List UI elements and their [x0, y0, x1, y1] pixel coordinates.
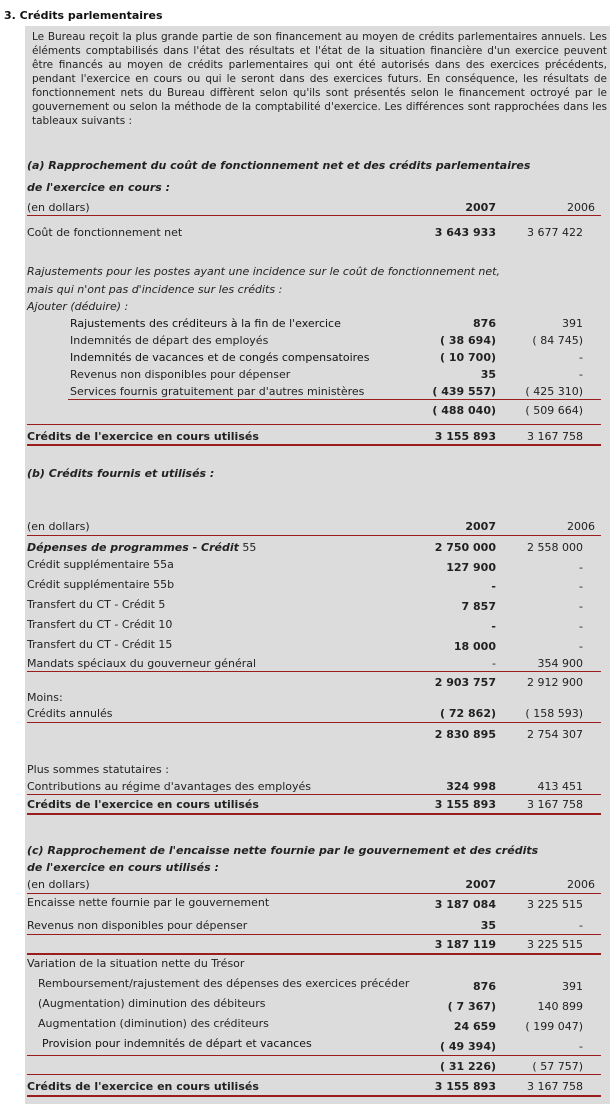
divider	[27, 535, 601, 536]
subtotal-2007: ( 31 226)	[440, 1060, 496, 1073]
encaisse-2006: 3 225 515	[527, 898, 583, 911]
table-row-2006: 391	[562, 980, 583, 993]
table-row-label: Mandats spéciaux du gouverneur général	[27, 657, 257, 670]
divider	[68, 399, 601, 400]
section-c-heading-2: de l'exercice en cours utilisés :	[27, 861, 219, 874]
table-row-2007: -	[492, 657, 496, 670]
divider	[27, 813, 601, 815]
table-row-2006: -	[579, 580, 583, 593]
divider	[27, 1074, 601, 1075]
table-row-2007: 35	[480, 368, 496, 381]
depenses-2007: 2 750 000	[434, 541, 496, 554]
total-label: Crédits de l'exercice en cours utilisés	[27, 798, 259, 811]
subtotal-2006: ( 57 757)	[532, 1060, 583, 1073]
cout-2007: 3 643 933	[434, 226, 496, 239]
table-row-label: Indemnités de vacances et de congés compensatoires	[70, 351, 370, 364]
divider	[27, 671, 601, 672]
total-2007: 3 155 893	[434, 798, 496, 811]
table-row-2006: ( 84 745)	[532, 334, 583, 347]
subtotal-2006: 3 225 515	[527, 938, 583, 951]
table-row-2007: 876	[473, 980, 496, 993]
table-row-label: Crédit supplémentaire 55b	[27, 578, 175, 591]
depenses-credit-number: 55	[242, 541, 257, 554]
contrib-label: Contributions au régime d'avantages des employés	[27, 780, 312, 793]
section-a-heading-2: de l'exercice en cours :	[27, 181, 171, 194]
table-row-2006: ( 199 047)	[525, 1020, 583, 1033]
year-2006-header: 2006	[567, 878, 595, 891]
total-2007: 3 155 893	[434, 1080, 496, 1093]
divider	[27, 1055, 601, 1056]
year-2006-header: 2006	[567, 520, 595, 533]
divider	[27, 794, 601, 795]
divider	[27, 893, 601, 894]
table-row-label: Rajustements des créditeurs à la fin de l'exercice	[70, 317, 341, 330]
table-row-label: Revenus non disponibles pour dépenser	[70, 368, 291, 381]
table-row-2007: -	[491, 580, 496, 593]
cout-label: Coût de fonctionnement net	[27, 226, 183, 239]
table-row-label: Services fournis gratuitement par d'autres ministères	[70, 385, 365, 398]
table-row-2006: 354 900	[537, 657, 583, 670]
divider	[27, 424, 601, 425]
annules-2007: ( 72 862)	[440, 707, 496, 720]
table-row-2006: ( 425 310)	[525, 385, 583, 398]
contrib-2007: 324 998	[446, 780, 496, 793]
subtotal-2006: 2 912 900	[527, 676, 583, 689]
divider	[27, 1095, 601, 1097]
table-row-2006: -	[579, 600, 583, 613]
table-row-label: Provision pour indemnités de départ et vacances	[42, 1037, 312, 1050]
table-row-label: Crédit supplémentaire 55a	[27, 558, 174, 571]
table-row-2006: -	[579, 620, 583, 633]
year-2007-header: 2007	[465, 201, 496, 214]
table-row-2006: -	[579, 368, 583, 381]
divider	[27, 934, 601, 935]
section-c-heading: (c) Rapprochement de l'encaisse nette fournie par le gouvernement et des crédits	[27, 844, 539, 857]
total-2006: 3 167 758	[527, 1080, 583, 1093]
encaisse-2007: 3 187 084	[434, 898, 496, 911]
section-b-heading: (b) Crédits fournis et utilisés :	[27, 467, 215, 480]
table-row-2007: ( 38 694)	[440, 334, 496, 347]
depenses-row	[27, 541, 256, 554]
moins-label: Moins:	[27, 691, 63, 704]
table-row-label: Augmentation (diminution) des créditeurs	[38, 1017, 269, 1030]
depenses-label: Dépenses de programmes - Crédit	[27, 541, 239, 554]
year-2007-header: 2007	[465, 520, 496, 533]
adjust-text-2: mais qui n'ont pas d'incidence sur les crédits :	[27, 283, 283, 296]
revenus-2006: -	[579, 919, 583, 932]
subtotal-2007: 3 187 119	[434, 938, 496, 951]
table-row-label: (Augmentation) diminution des débiteurs	[38, 997, 266, 1010]
plus-label: Plus sommes statutaires :	[27, 763, 169, 776]
table-row-2007: 7 857	[461, 600, 496, 613]
table-row-2006: -	[579, 640, 583, 653]
section-title: 3. Crédits parlementaires	[4, 9, 163, 22]
revenus-label: Revenus non disponibles pour dépenser	[27, 919, 248, 932]
table-row-label: Remboursement/rajustement des dépenses des exercices précéder	[38, 977, 410, 990]
divider	[27, 215, 601, 216]
intro-paragraph: Le Bureau reçoit la plus grande partie de son financement au moyen de crédits parlementaires annuels. Les éléments comptabilisés dans l'état des résultats et l'état de la situation financière d'un exercice peuvent être financés au moyen de crédits parlementaires qui ont été autorisés dans des exercices précédents, pendant l'exercice en cours ou qui le seront dans des exercices futurs. En conséquence, les résultats de fonctionnement nets du Bureau diffèrent selon qu'ils sont présentés selon le financement octroyé par le gouvernement ou selon la méthode de la comptabilité d'exercice. Les différences sont rapprochées dans les tableaux suivants :	[32, 31, 607, 127]
table-row-2007: -	[491, 620, 496, 633]
unit-label: (en dollars)	[27, 201, 90, 214]
annules-label: Crédits annulés	[27, 707, 113, 720]
subtotal-2007: 2 830 895	[434, 728, 496, 741]
unit-label: (en dollars)	[27, 878, 90, 891]
depenses-2006: 2 558 000	[527, 541, 583, 554]
divider	[27, 722, 601, 723]
table-row-2006: -	[579, 561, 583, 574]
table-row-2007: 24 659	[453, 1020, 496, 1033]
table-row-2006: -	[579, 1040, 583, 1053]
table-row-label: Indemnités de départ des employés	[70, 334, 269, 347]
divider	[27, 444, 601, 446]
cout-2006: 3 677 422	[527, 226, 583, 239]
table-row-2007: 18 000	[453, 640, 496, 653]
subtotal-2006: ( 509 664)	[525, 404, 583, 417]
total-2006: 3 167 758	[527, 798, 583, 811]
year-2007-header: 2007	[465, 878, 496, 891]
table-row-label: Transfert du CT - Crédit 15	[27, 638, 173, 651]
table-row-2007: 127 900	[446, 561, 496, 574]
table-row-label: Transfert du CT - Crédit 10	[27, 618, 173, 631]
adjust-text-3: Ajouter (déduire) :	[27, 300, 129, 313]
subtotal-2006: 2 754 307	[527, 728, 583, 741]
divider	[27, 953, 601, 955]
revenus-2007: 35	[480, 919, 496, 932]
table-row-2007: ( 7 367)	[447, 1000, 496, 1013]
total-2006: 3 167 758	[527, 430, 583, 443]
adjust-text-1: Rajustements pour les postes ayant une incidence sur le coût de fonctionnement net,	[27, 265, 500, 278]
total-label: Crédits de l'exercice en cours utilisés	[27, 1080, 259, 1093]
total-2007: 3 155 893	[434, 430, 496, 443]
section-a-heading: (a) Rapprochement du coût de fonctionnement net et des crédits parlementaires	[27, 159, 531, 172]
variation-label: Variation de la situation nette du Trésor	[27, 957, 245, 970]
total-label: Crédits de l'exercice en cours utilisés	[27, 430, 259, 443]
table-row-2007: 876	[473, 317, 496, 330]
subtotal-2007: ( 488 040)	[432, 404, 496, 417]
table-row-2007: ( 49 394)	[440, 1040, 496, 1053]
year-2006-header: 2006	[567, 201, 595, 214]
contrib-2006: 413 451	[537, 780, 583, 793]
unit-label: (en dollars)	[27, 520, 90, 533]
table-row-2007: ( 10 700)	[440, 351, 496, 364]
table-row-2006: 140 899	[537, 1000, 583, 1013]
table-row-2006: -	[579, 351, 583, 364]
table-row-2007: ( 439 557)	[432, 385, 496, 398]
annules-2006: ( 158 593)	[525, 707, 583, 720]
encaisse-label: Encaisse nette fournie par le gouvernement	[27, 896, 270, 909]
subtotal-2007: 2 903 757	[434, 676, 496, 689]
table-row-label: Transfert du CT - Crédit 5	[27, 598, 166, 611]
table-row-2006: 391	[562, 317, 583, 330]
